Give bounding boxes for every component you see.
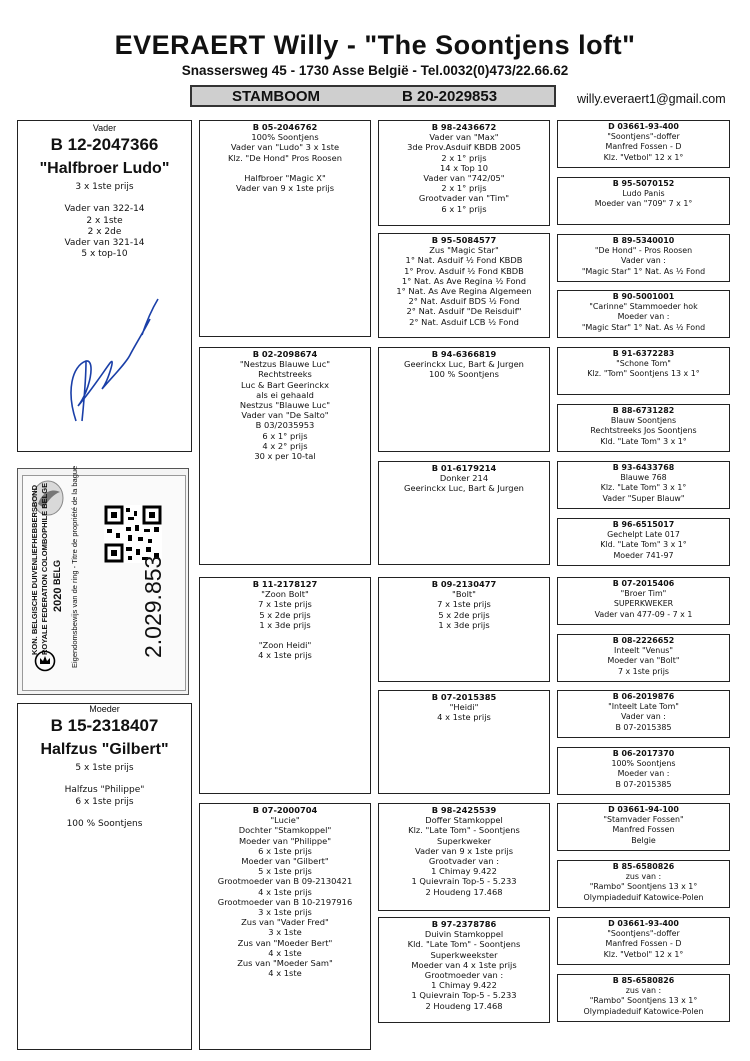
father-details bbox=[18, 182, 191, 260]
ancestor-ring: B 88-6731282 bbox=[612, 406, 675, 415]
ancestor-detail: 1 x 3de prijs bbox=[438, 619, 490, 630]
ancestor-detail: 2 x 1° prijs bbox=[441, 152, 487, 163]
ancestor-detail: 1° Nat. As Ave Regina Algemeen bbox=[396, 286, 532, 297]
ancestor-ring: B 05-2046762 bbox=[252, 122, 318, 132]
ancestor-detail: Rechtstreeks bbox=[258, 369, 312, 380]
father-role: Vader bbox=[92, 123, 117, 133]
ancestor-detail: Moeder van 4 x 1ste prijs bbox=[411, 959, 517, 970]
ancestor-detail: Vader van 9 x 1ste prijs bbox=[414, 845, 514, 856]
great-grandparent-box bbox=[378, 347, 550, 452]
ancestor-detail: Moeder van "Gilbert" bbox=[241, 856, 329, 867]
ancestor-ring: B 85-6580826 bbox=[612, 862, 675, 871]
ancestor-detail: Dochter "Stamkoppel" bbox=[238, 825, 332, 836]
ancestor-detail: Gechelpt Late 017 bbox=[607, 530, 680, 540]
great-grandparent-box bbox=[378, 577, 550, 682]
ancestor-detail: Moeder van "Philippe" bbox=[238, 835, 332, 846]
ancestor-detail: Kld. "Late Tom" 3 x 1° bbox=[600, 540, 687, 550]
ancestor-detail: Donker 214 bbox=[439, 473, 489, 484]
ancestor-detail: 4 x 1ste prijs bbox=[437, 712, 491, 723]
ancestor-detail: Moeder van : bbox=[617, 312, 670, 322]
ancestor-detail: 2° Nat. Asduif LCB ½ Fond bbox=[409, 316, 519, 327]
ancestor-detail: 6 x 1° prijs bbox=[262, 430, 308, 441]
ancestor-detail: als ei gehaald bbox=[256, 389, 314, 400]
ancestor-detail: Grootmoeder van : bbox=[424, 970, 504, 981]
father-line bbox=[18, 193, 191, 204]
ancestor-detail: Zus van "Moeder Bert" bbox=[237, 937, 333, 948]
ancestor-detail: Manfred Fossen - D bbox=[605, 142, 682, 152]
ancestor-ring: B 09-2130477 bbox=[431, 579, 497, 589]
ancestor-detail: 1 Quievrain Top-5 - 5.233 bbox=[411, 876, 517, 887]
ancestor-detail: B 03/2035953 bbox=[255, 420, 315, 431]
grandparent-box bbox=[199, 347, 371, 565]
ancestor-ring: B 91-6372283 bbox=[612, 349, 675, 358]
ancestor-detail: 100% Soontjens bbox=[611, 759, 676, 769]
ancestor-detail: 30 x per 10-tal bbox=[254, 451, 316, 462]
ring-card-text-1: KON. BELGISCHE DUIVENLIEFHEBBERSBOND bbox=[30, 484, 39, 655]
email-address: willy.everaert1@gmail.com bbox=[577, 92, 726, 106]
ancestor-detail: 2 Houdeng 17.468 bbox=[425, 886, 503, 897]
father-name: "Halfbroer Ludo" bbox=[39, 160, 170, 177]
ancestor-detail: zus van : bbox=[625, 872, 662, 882]
ancestor-detail: Kld. "Late Tom" 3 x 1° bbox=[600, 436, 687, 446]
ring-card-number: 2.029.853 bbox=[140, 555, 166, 658]
ancestor-detail: 4 x 1ste prijs bbox=[258, 886, 312, 897]
ancestor-detail: 3 x 1ste prijs bbox=[258, 907, 312, 918]
ancestor-detail: Inteelt "Venus" bbox=[614, 646, 673, 656]
mother-line: 5 x 1ste prijs bbox=[75, 763, 134, 773]
father-line: 2 x 1ste bbox=[86, 215, 123, 226]
ancestor-detail: 4 x 1ste bbox=[268, 968, 302, 979]
ancestor-detail: Olympiadeduif Katowice-Polen bbox=[583, 892, 704, 902]
great-grandparent-box bbox=[378, 690, 550, 794]
great-grandparent-box bbox=[378, 461, 550, 565]
ancestor-ring: B 07-2015406 bbox=[612, 579, 675, 588]
great-grandparent-box bbox=[378, 917, 550, 1023]
qr-code-icon bbox=[104, 505, 162, 563]
ancestor-detail: Superkweekster bbox=[430, 949, 498, 960]
ancestor-detail: 6 x 1° prijs bbox=[441, 203, 487, 214]
ancestor-detail: Manfred Fossen - D bbox=[605, 939, 682, 949]
ancestor-detail: Klz. "Tom" Soontjens 13 x 1° bbox=[587, 369, 700, 379]
ancestor-detail: Ludo Panis bbox=[622, 189, 665, 199]
ancestor-detail bbox=[200, 163, 370, 173]
ancestor-detail: 1 x 3de prijs bbox=[259, 619, 311, 630]
great-great-grandparent-box bbox=[557, 860, 730, 908]
ancestor-detail: Duivin Stamkoppel bbox=[424, 929, 504, 940]
father-line: 2 x 2de bbox=[87, 226, 122, 237]
ancestor-ring: B 98-2425539 bbox=[431, 805, 497, 815]
ancestor-ring: B 07-2000704 bbox=[252, 805, 318, 815]
ancestor-detail: Rechtstreeks Jos Soontjens bbox=[590, 426, 697, 436]
ancestor-detail: Klz. "Vetbol" 12 x 1° bbox=[603, 152, 684, 162]
great-great-grandparent-box bbox=[557, 577, 730, 625]
great-great-grandparent-box bbox=[557, 803, 730, 851]
ancestor-detail: "Lucie" bbox=[270, 815, 300, 826]
ancestor-detail: 4 x 2° prijs bbox=[262, 440, 308, 451]
mother-line: 6 x 1ste prijs bbox=[75, 796, 134, 807]
grandparent-box bbox=[199, 577, 371, 794]
stamboom-label: STAMBOOM bbox=[232, 88, 321, 105]
ancestor-detail: Klz. "Late Tom" - Soontjens bbox=[408, 825, 520, 836]
ancestor-detail: SUPERKWEKER bbox=[613, 599, 674, 609]
ancestor-detail: Klz. "Late Tom" 3 x 1° bbox=[600, 483, 687, 493]
ancestor-detail: "Carinne" Stammoeder hok bbox=[589, 302, 698, 312]
great-grandparent-box bbox=[378, 233, 550, 338]
ancestor-detail: 7 x 1ste prijs bbox=[258, 599, 312, 610]
father-box bbox=[17, 120, 192, 452]
ancestor-ring: B 08-2226652 bbox=[612, 636, 675, 645]
great-great-grandparent-box bbox=[557, 747, 730, 795]
ancestor-detail: B 07-2015385 bbox=[615, 779, 672, 789]
great-great-grandparent-box bbox=[557, 177, 730, 225]
great-great-grandparent-box bbox=[557, 518, 730, 566]
ancestor-detail: "Magic Star" 1° Nat. As ½ Fond bbox=[581, 322, 706, 332]
ancestor-detail: "Inteelt Late Tom" bbox=[608, 702, 679, 712]
ancestor-detail: 2° Nat. Asduif BDS ½ Fond bbox=[408, 296, 520, 307]
mother-line bbox=[18, 774, 191, 785]
mother-line: Halfzus "Philippe" bbox=[64, 785, 145, 796]
ancestor-detail: 14 x Top 10 bbox=[440, 162, 488, 173]
great-great-grandparent-box bbox=[557, 120, 730, 168]
ancestor-detail: "Nestzus Blauwe Luc" bbox=[239, 359, 331, 370]
great-great-grandparent-box bbox=[557, 347, 730, 395]
ancestor-detail: Blauwe 768 bbox=[620, 473, 667, 483]
ancestor-detail: Zus van "Moeder Sam" bbox=[237, 958, 333, 969]
ancestor-detail: Moeder van "Bolt" bbox=[607, 656, 680, 666]
ancestor-detail: 7 x 1ste prijs bbox=[617, 666, 670, 676]
mother-line: 100 % Soontjens bbox=[66, 819, 143, 830]
ancestor-detail: "Zoon Heidi" bbox=[258, 640, 312, 651]
great-grandparent-box bbox=[378, 120, 550, 226]
mother-name: Halfzus "Gilbert" bbox=[40, 741, 169, 758]
ancestor-detail: 2 Houdeng 17.468 bbox=[425, 1000, 503, 1011]
ancestor-detail: Grootmoeder van B 09-2130421 bbox=[217, 876, 353, 887]
ancestor-detail: 1 Chimay 9.422 bbox=[431, 980, 497, 991]
ancestor-detail: "Soontjens"-doffer bbox=[607, 132, 680, 142]
ancestor-detail: 100% Soontjens bbox=[251, 132, 319, 143]
ancestor-detail: 1 Chimay 9.422 bbox=[431, 866, 497, 877]
ancestor-detail: Vader van : bbox=[621, 712, 666, 722]
ancestor-detail: 5 x 1ste prijs bbox=[258, 866, 312, 877]
ancestor-detail: Klz. "Vetbol" 12 x 1° bbox=[603, 949, 684, 959]
ancestor-detail: 3de Prov.Asduif KBDB 2005 bbox=[407, 142, 521, 153]
ring-card-text-3: Eigendomsbewijs van de ring - Titre de propriété de la bague bbox=[70, 465, 79, 668]
great-great-grandparent-box bbox=[557, 461, 730, 509]
ancestor-ring: B 07-2015385 bbox=[431, 692, 497, 702]
ancestor-detail: Moeder 741-97 bbox=[613, 550, 674, 560]
mother-line bbox=[18, 808, 191, 819]
ancestor-detail: Zus "Magic Star" bbox=[429, 245, 499, 256]
ancestor-detail: Luc & Bart Geerinckx bbox=[240, 379, 329, 390]
ancestor-detail: "Schone Tom" bbox=[616, 359, 671, 369]
mother-role: Moeder bbox=[89, 704, 120, 714]
father-line: Vader van 322-14 bbox=[64, 204, 145, 215]
ancestor-detail: 5 x 2de prijs bbox=[259, 609, 311, 620]
ancestor-detail: "Heidi" bbox=[449, 702, 479, 713]
ancestor-detail: Manfred Fossen bbox=[612, 825, 675, 835]
ancestor-detail: B 07-2015385 bbox=[615, 722, 672, 732]
ancestor-ring: D 03661-93-400 bbox=[608, 919, 679, 928]
mother-ring: B 15-2318407 bbox=[50, 716, 159, 735]
ancestor-ring: B 06-2017370 bbox=[612, 749, 675, 758]
ancestor-detail: 3 x 1ste bbox=[268, 927, 302, 938]
ancestor-detail: "Rambo" Soontjens 13 x 1° bbox=[589, 996, 698, 1006]
great-grandparent-box bbox=[378, 803, 550, 911]
signature-icon bbox=[46, 271, 166, 441]
ancestor-ring: B 90-5001001 bbox=[612, 292, 675, 301]
ancestor-detail: Halfbroer "Magic X" bbox=[244, 173, 326, 184]
ancestor-detail: Kld. "Late Tom" - Soontjens bbox=[407, 939, 521, 950]
great-great-grandparent-box bbox=[557, 974, 730, 1022]
ancestor-detail: Geerinckx Luc, Bart & Jurgen bbox=[404, 359, 524, 370]
ancestor-detail: Vader van 477-09 - 7 x 1 bbox=[594, 609, 693, 619]
ancestor-detail: "Zoon Bolt" bbox=[261, 589, 309, 600]
ancestor-ring: B 85-6580826 bbox=[612, 976, 675, 985]
ancestor-detail: zus van : bbox=[625, 986, 662, 996]
ancestor-detail: "Rambo" Soontjens 13 x 1° bbox=[589, 882, 698, 892]
grandparent-box bbox=[199, 803, 371, 1050]
ancestor-detail: "Bolt" bbox=[452, 589, 476, 600]
ancestor-detail: 6 x 1ste prijs bbox=[258, 845, 312, 856]
ancestor-ring: B 96-6515017 bbox=[612, 520, 675, 529]
ancestor-detail: Vader van "De Salto" bbox=[241, 410, 329, 421]
ancestor-detail: "Magic Star" 1° Nat. As ½ Fond bbox=[581, 266, 706, 276]
ancestor-detail: 1° Nat. Asduif ½ Fond KBDB bbox=[405, 255, 523, 266]
father-line: Vader van 321-14 bbox=[64, 238, 145, 249]
ancestor-detail: Vader van "Max" bbox=[429, 132, 499, 143]
ancestor-detail: Klz. "De Hond" Pros Roosen bbox=[228, 152, 342, 163]
ancestor-detail: 4 x 1ste prijs bbox=[258, 650, 312, 661]
ancestor-detail: 1 Quievrain Top-5 - 5.233 bbox=[411, 990, 517, 1001]
ancestor-ring: B 94-6366819 bbox=[431, 349, 497, 359]
ancestor-ring: D 03661-94-100 bbox=[608, 805, 679, 814]
ancestor-detail: Zus van "Vader Fred" bbox=[241, 917, 329, 928]
mother-details bbox=[18, 763, 191, 830]
ancestor-detail: Grootvader van : bbox=[428, 856, 500, 867]
main-ring-number: B 20-2029853 bbox=[402, 88, 498, 105]
ancestor-detail bbox=[200, 630, 370, 640]
ancestor-detail: "Soontjens"-doffer bbox=[607, 929, 680, 939]
ancestor-detail: Vader van "Ludo" 3 x 1ste bbox=[230, 142, 340, 153]
ancestor-detail: 2 x 1° prijs bbox=[441, 183, 487, 194]
ancestor-ring: B 95-5084577 bbox=[431, 235, 497, 245]
stamboom-bar bbox=[190, 85, 556, 107]
mother-box bbox=[17, 703, 192, 1050]
ancestor-detail: 1° Prov. Asduif ½ Fond KBDB bbox=[404, 265, 524, 276]
ancestor-detail: Superkweker bbox=[436, 835, 492, 846]
ancestor-detail: Grootmoeder van B 10-2197916 bbox=[217, 896, 353, 907]
ancestor-detail: 2° Nat. Asduif "De Reisduif" bbox=[406, 306, 522, 317]
ancestor-detail: 7 x 1ste prijs bbox=[437, 599, 491, 610]
ancestor-ring: B 89-5340010 bbox=[612, 236, 675, 245]
ring-card-country: BELG bbox=[52, 559, 62, 585]
great-great-grandparent-box bbox=[557, 690, 730, 738]
ancestor-detail: 1° Nat. As Ave Regina ½ Fond bbox=[401, 275, 527, 286]
ancestor-detail: Vader van : bbox=[621, 256, 666, 266]
ancestor-detail: "De Hond" - Pros Roosen bbox=[594, 246, 693, 256]
ancestor-ring: B 98-2436672 bbox=[431, 122, 497, 132]
ancestor-ring: B 02-2098674 bbox=[252, 349, 318, 359]
address-line: Snassersweg 45 - 1730 Asse België - Tel.0032(0)473/22.66.62 bbox=[181, 63, 569, 78]
ancestor-ring: B 93-6433768 bbox=[612, 463, 675, 472]
ancestor-detail: Grootvader van "Tim" bbox=[418, 193, 510, 204]
great-great-grandparent-box bbox=[557, 917, 730, 965]
ancestor-detail: Vader "Super Blauw" bbox=[602, 493, 685, 503]
ancestor-detail: Vader van 9 x 1ste prijs bbox=[235, 183, 335, 194]
ancestor-detail: Geerinckx Luc, Bart & Jurgen bbox=[404, 483, 524, 494]
ancestor-ring: B 01-6179214 bbox=[431, 463, 497, 473]
great-great-grandparent-box bbox=[557, 404, 730, 452]
ancestor-detail: Blauw Soontjens bbox=[610, 416, 677, 426]
ancestor-detail: Moeder van "709" 7 x 1° bbox=[594, 199, 693, 209]
ring-card-text-2: ROYALE FEDERATION COLOMBOPHILE BELGE bbox=[40, 482, 49, 655]
ancestor-detail: 4 x 1ste bbox=[268, 947, 302, 958]
great-great-grandparent-box bbox=[557, 234, 730, 282]
ancestor-detail: "Stamvader Fossen" bbox=[603, 815, 684, 825]
ancestor-detail: "Broer Tim" bbox=[620, 589, 667, 599]
grandparent-box bbox=[199, 120, 371, 337]
great-great-grandparent-box bbox=[557, 290, 730, 338]
ancestor-ring: B 97-2378786 bbox=[431, 919, 497, 929]
ancestor-ring: B 06-2019876 bbox=[612, 692, 675, 701]
ancestor-ring: B 95-5070152 bbox=[612, 179, 675, 188]
ancestor-detail: 5 x 2de prijs bbox=[438, 609, 490, 620]
page-title: EVERAERT Willy - "The Soontjens loft" bbox=[114, 30, 636, 60]
ancestor-detail: Nestzus "Blauwe Luc" bbox=[239, 400, 331, 411]
ancestor-detail: 100 % Soontjens bbox=[429, 369, 499, 380]
ancestor-detail: Doffer Stamkoppel bbox=[425, 815, 503, 826]
father-line: 3 x 1ste prijs bbox=[75, 182, 134, 192]
ancestor-ring: D 03661-93-400 bbox=[608, 122, 679, 131]
crown-emblem-icon bbox=[34, 650, 56, 672]
ancestor-detail: Belgie bbox=[631, 835, 656, 845]
father-ring: B 12-2047366 bbox=[50, 135, 159, 154]
ancestor-ring: B 11-2178127 bbox=[252, 579, 318, 589]
ancestor-detail: Moeder van : bbox=[617, 769, 670, 779]
great-great-grandparent-box bbox=[557, 634, 730, 682]
ring-card-year: 2020 bbox=[52, 587, 64, 612]
ancestor-detail: Olympiadeduif Katowice-Polen bbox=[583, 1006, 704, 1016]
ancestor-detail: Vader van "742/05" bbox=[423, 173, 505, 184]
father-line: 5 x top-10 bbox=[81, 249, 128, 260]
